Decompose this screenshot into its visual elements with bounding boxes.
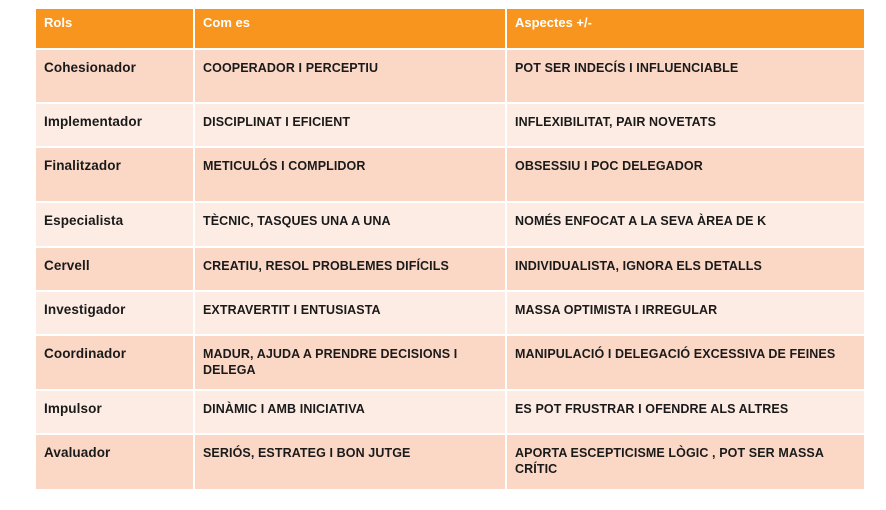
table-row — [36, 147, 864, 202]
role-cell: Finalitzador — [36, 147, 194, 202]
aspectes-cell: OBSESSIU I POC DELEGADOR — [506, 147, 864, 202]
com-es-cell: EXTRAVERTIT I ENTUSIASTA — [194, 291, 506, 335]
aspectes-cell: MASSA OPTIMISTA I IRREGULAR — [506, 291, 864, 335]
com-es-cell: METICULÓS I COMPLIDOR — [194, 147, 506, 202]
role-cell: Cervell — [36, 247, 194, 291]
aspectes-cell: INFLEXIBILITAT, PAIR NOVETATS — [506, 103, 864, 147]
aspectes-cell: POT SER INDECÍS I INFLUENCIABLE — [506, 49, 864, 103]
com-es-cell: DISCIPLINAT I EFICIENT — [194, 103, 506, 147]
table-row — [36, 434, 864, 490]
table-row — [36, 335, 864, 390]
header-com-es: Com es — [194, 9, 506, 49]
table-row — [36, 202, 864, 247]
table-row — [36, 49, 864, 103]
role-cell: Cohesionador — [36, 49, 194, 103]
aspectes-cell: MANIPULACIÓ I DELEGACIÓ EXCESSIVA DE FEINES — [506, 335, 864, 390]
com-es-cell: MADUR, AJUDA A PRENDRE DECISIONS I DELEGA — [194, 335, 506, 390]
com-es-cell: SERIÓS, ESTRATEG I BON JUTGE — [194, 434, 506, 490]
header-rols: Rols — [36, 9, 194, 49]
roles-table — [36, 9, 864, 491]
role-cell: Coordinador — [36, 335, 194, 390]
table-row — [36, 390, 864, 434]
table-row — [36, 291, 864, 335]
role-cell: Avaluador — [36, 434, 194, 490]
com-es-cell: COOPERADOR I PERCEPTIU — [194, 49, 506, 103]
com-es-cell: TÈCNIC, TASQUES UNA A UNA — [194, 202, 506, 247]
com-es-cell: DINÀMIC I AMB INICIATIVA — [194, 390, 506, 434]
com-es-cell: CREATIU, RESOL PROBLEMES DIFÍCILS — [194, 247, 506, 291]
role-cell: Implementador — [36, 103, 194, 147]
role-cell: Investigador — [36, 291, 194, 335]
table-row — [36, 247, 864, 291]
aspectes-cell: APORTA ESCEPTICISME LÒGIC , POT SER MASSA CRÍTIC — [506, 434, 864, 490]
header-aspectes: Aspectes +/- — [506, 9, 864, 49]
aspectes-cell: INDIVIDUALISTA, IGNORA ELS DETALLS — [506, 247, 864, 291]
table-row — [36, 103, 864, 147]
role-cell: Impulsor — [36, 390, 194, 434]
aspectes-cell: ES POT FRUSTRAR I OFENDRE ALS ALTRES — [506, 390, 864, 434]
aspectes-cell: NOMÉS ENFOCAT A LA SEVA ÀREA DE K — [506, 202, 864, 247]
table-header-row — [36, 9, 864, 49]
role-cell: Especialista — [36, 202, 194, 247]
